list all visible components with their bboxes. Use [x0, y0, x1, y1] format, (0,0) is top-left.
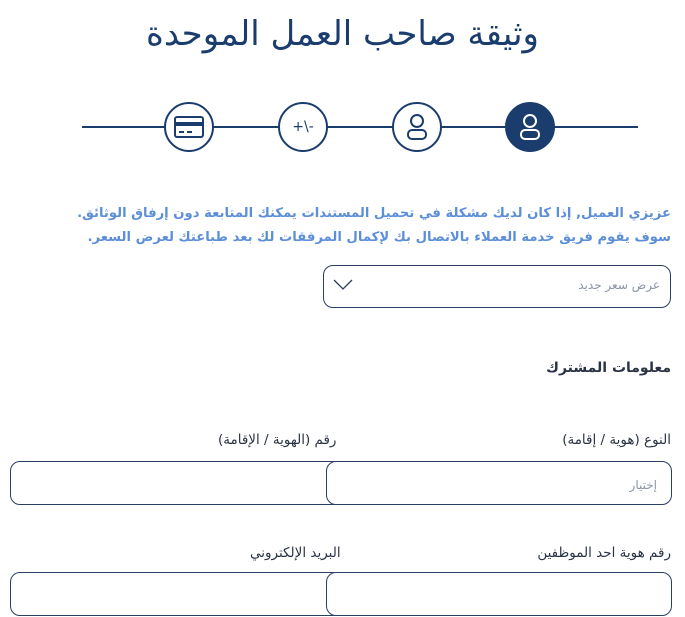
upload-notice: [31, 202, 671, 250]
step-payment[interactable]: [164, 102, 214, 152]
chevron-down-icon: [332, 278, 354, 292]
employee-id-input[interactable]: [326, 572, 672, 616]
page-title: وثيقة صاحب العمل الموحدة: [146, 14, 539, 54]
credit-card-icon: [174, 116, 204, 138]
notice-line-2: سوف يقوم فريق خدمة العملاء بالاتصال بك لإكمال المرفقات لك بعد طباعتك لعرض السعر.: [87, 230, 671, 245]
notice-line-1: عزيزي العميل, إذا كان لديك مشكلة في تحميل المستندات يمكنك المتابعة دون إرفاق الوثائق.: [77, 206, 671, 221]
quote-type-value: عرض سعر جديد: [578, 278, 660, 292]
id-type-select[interactable]: [326, 461, 672, 505]
id-type-label: النوع (هوية / إقامة): [562, 432, 671, 448]
employee-id-label: رقم هوية احد الموظفين: [537, 545, 671, 561]
user-icon: [404, 112, 430, 142]
step-subscriber[interactable]: [505, 102, 555, 152]
step-plan[interactable]: [278, 102, 328, 152]
step-insured[interactable]: [392, 102, 442, 152]
user-icon: [517, 112, 543, 142]
email-input[interactable]: [10, 572, 362, 616]
email-label: البريد الإلكتروني: [250, 545, 341, 561]
id-type-placeholder: إختيار: [629, 478, 657, 492]
subscriber-section-title: معلومات المشترك: [546, 360, 671, 376]
id-number-label: رقم (الهوية / الإقامة): [218, 432, 337, 448]
id-number-input[interactable]: [10, 461, 362, 505]
quote-type-select[interactable]: [323, 265, 671, 308]
plus-minus-icon: +\-: [292, 119, 314, 135]
